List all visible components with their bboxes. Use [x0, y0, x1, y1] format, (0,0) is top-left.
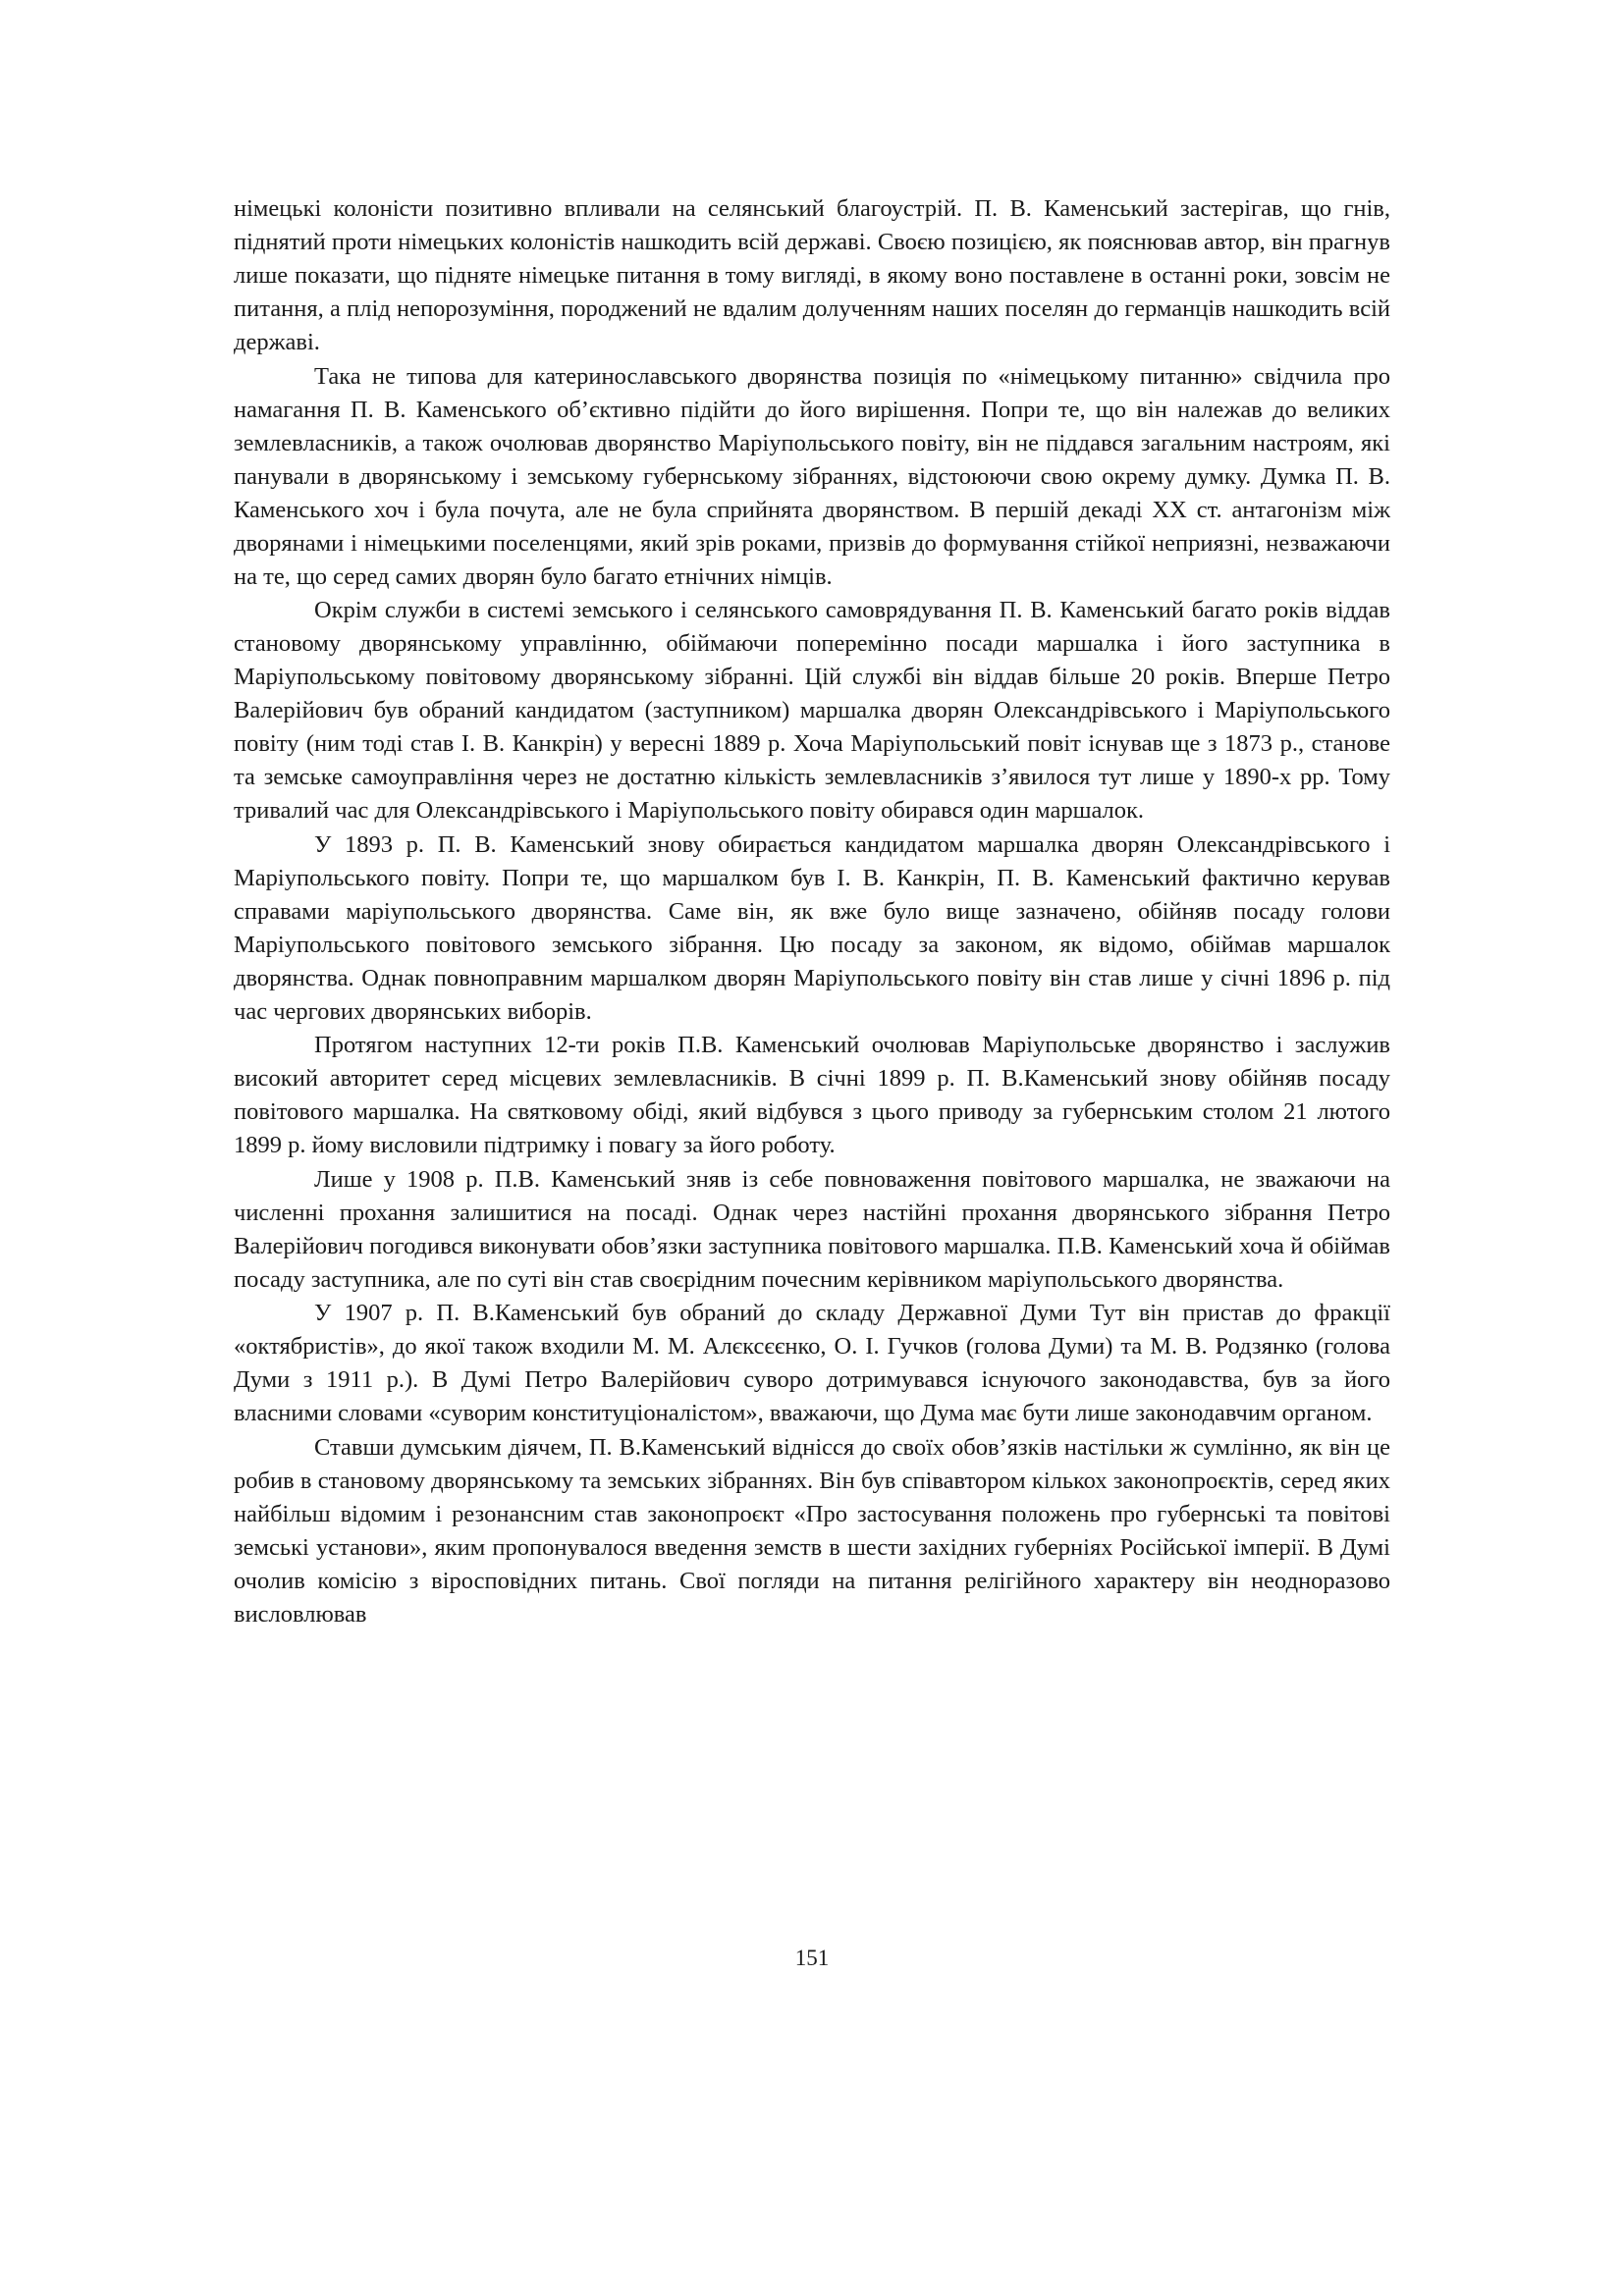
paragraph-2: Така не типова для катеринославського дворянства позиція по «німецькому питанню» свідчила про намагання П. В. Каменського об’єктивно підійти до його вирішення. Попри те, що він належав до великих землевласників, а також очолював дворянство Маріупольського повіту, він не піддався загальним настроям, які панували в дворянському і земському губернському зібраннях, відстоюючи свою окрему думку. Думка П. В. Каменського хоч і була почута, але не була сприйнята дворянством. В першій декаді ХХ ст. антагонізм між дворянами і німецькими поселенцями, який зрів роками, призвів до формування стійкої неприязні, незважаючи на те, що серед самих дворян було багато етнічних німців.	[234, 362, 1390, 590]
paragraph-6: Лише у 1908 р. П.В. Каменський зняв із себе повноваження повітового маршалка, не зважаючи на численні прохання залишитися на посаді. Однак через настійні прохання дворянського зібрання Петро Валерійович погодився виконувати обов’язки заступника повітового маршалка. П.В. Каменський хоча й обіймав посаду заступника, але по суті він став своєрідним почесним керівником маріупольського дворянства.	[234, 1165, 1390, 1293]
document-body	[234, 192, 1390, 1631]
page-number: 151	[794, 1946, 830, 1970]
paragraph-4: У 1893 р. П. В. Каменський знову обирається кандидатом маршалка дворян Олександрівського і Маріупольського повіту. Попри те, що маршалком був І. В. Канкрін, П. В. Каменський фактично керував справами маріупольського дворянства. Саме він, як вже було вище зазначено, обійняв посаду голови Маріупольського повітового земського зібрання. Цю посаду за законом, як відомо, обіймав маршалок дворянства. Однак повноправним маршалком дворян Маріупольського повіту він став лише у січні 1896 р. під час чергових дворянських виборів.	[234, 830, 1390, 1025]
paragraph-8: Ставши думським діячем, П. В.Каменський віднісся до своїх обов’язків настільки ж сумлінно, як він це робив в становому дворянському та земських зібраннях. Він був співавтором кількох законопроєктів, серед яких найбільш відомим і резонансним став законопроєкт «Про застосування положень про губернські та повітові земські установи», яким пропонувалося введення земств в шести західних губерніях Російської імперії. В Думі очолив комісію з віросповідних питань. Свої погляди на питання релігійного характеру він неодноразово висловлював	[234, 1433, 1390, 1628]
paragraph-3: Окрім служби в системі земського і селянського самоврядування П. В. Каменський багато років віддав становому дворянському управлінню, обіймаючи поперемінно посади маршалка і його заступника в Маріупольському повітовому дворянському зібранні. Цій службі він віддав більше 20 років. Вперше Петро Валерійович був обраний кандидатом (заступником) маршалка дворян Олександрівського і Маріупольського повіту (ним тоді став І. В. Канкрін) у вересні 1889 р. Хоча Маріупольський повіт існував ще з 1873 р., станове та земське самоуправління через не достатню кількість землевласників з’явилося тут лише у 1890-х рр. Тому тривалий час для Олександрівського і Маріупольського повіту обирався один маршалок.	[234, 597, 1390, 824]
paragraph-1: німецькі колоністи позитивно впливали на селянський благоустрій. П. В. Каменський застерігав, що гнів, піднятий проти німецьких колоністів нашкодить всій державі. Своєю позицією, як пояснював автор, він прагнув лише показати, що підняте німецьке питання в тому вигляді, в якому воно поставлене в останні роки, зовсім не питання, а плід непорозуміння, породжений не вдалим долученням наших поселян до германців нашкодить всій державі.	[234, 195, 1390, 355]
paragraph-5: Протягом наступних 12-ти років П.В. Каменський очолював Маріупольське дворянство і заслужив високий авторитет серед місцевих землевласників. В січні 1899 р. П. В.Каменський знову обійняв посаду повітового маршалка. На святковому обіді, який відбувся з цього приводу за губернським столом 21 лютого 1899 р. йому висловили підтримку і повагу за його роботу.	[234, 1032, 1390, 1158]
paragraph-7: У 1907 р. П. В.Каменський був обраний до складу Державної Думи Тут він пристав до фракції «октябристів», до якої також входили М. М. Алєксєєнко, О. І. Гучков (голова Думи) та М. В. Родзянко (голова Думи з 1911 р.). В Думі Петро Валерійович суворо дотримувався існуючого законодавства, був за його власними словами «суворим конституціоналістом», вважаючи, що Дума має бути лише законодавчим органом.	[234, 1300, 1390, 1426]
